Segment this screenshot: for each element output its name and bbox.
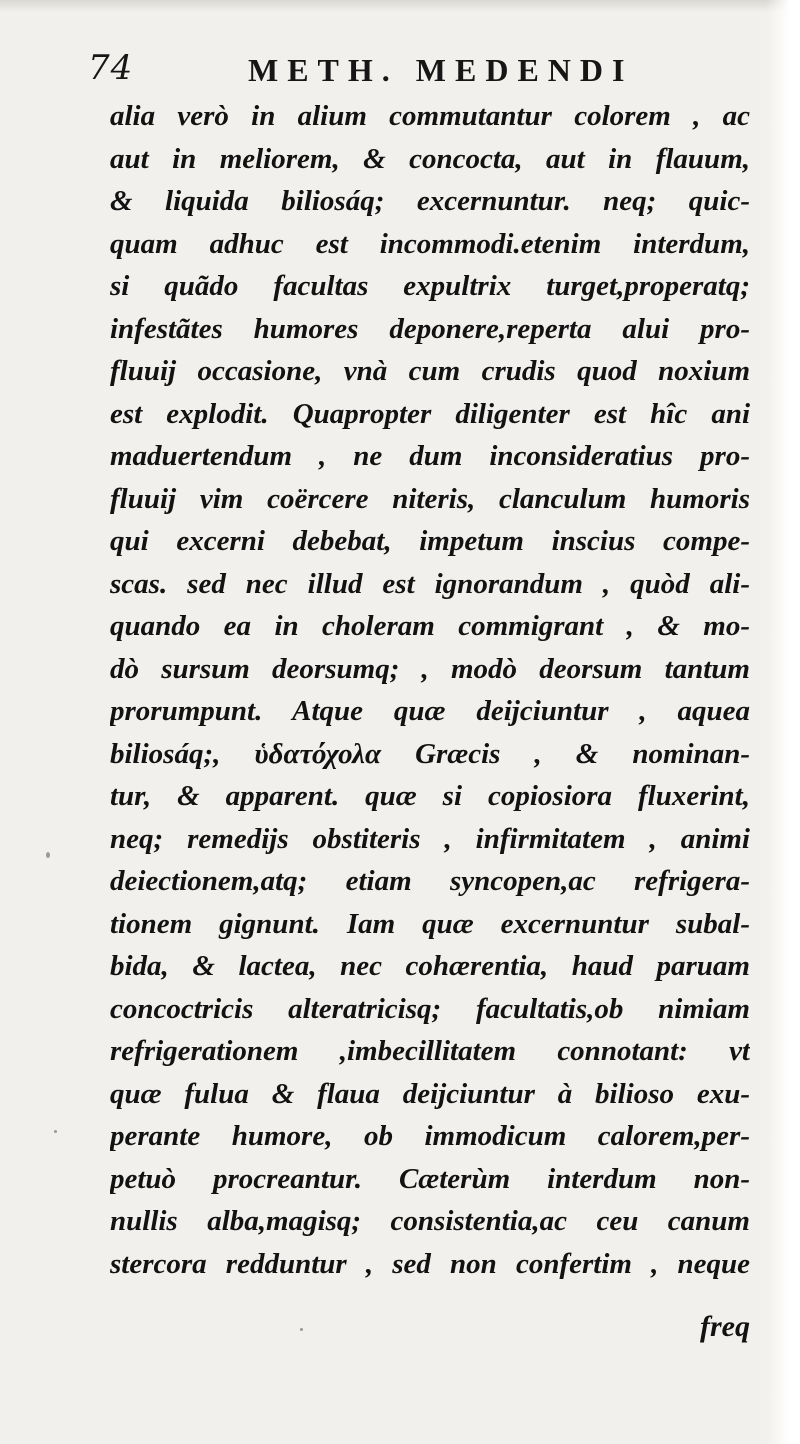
text-line: quam adhuc est incommodi.etenim interdum,	[110, 227, 750, 260]
text-line: quæ fulua & flaua deijciuntur à bilioso exu-	[110, 1077, 750, 1110]
text-line: si quãdo facultas expultrix turget,properatq;	[110, 270, 750, 302]
text-line: qui excerni debebat, impetum inscius compe-	[110, 525, 750, 557]
text-line: nullis alba,magisq; consistentia,ac ceu canum	[110, 1205, 750, 1237]
text-line: & liquida biliosáq; excernuntur. neq; quic-	[110, 185, 750, 217]
text-line: concoctricis alteratricisq; facultatis,ob nimiam	[110, 992, 750, 1025]
text-line: fluuij occasione, vnà cum crudis quod noxium	[110, 355, 750, 387]
paper-speck	[54, 1130, 57, 1133]
text-line: alia verò in alium commutantur colorem , ac	[110, 100, 750, 132]
running-head: METH. MEDENDI	[248, 52, 634, 88]
text-line: est explodit. Quapropter diligenter est hîc ani	[110, 397, 750, 430]
text-line: tur, & apparent. quæ si copiosiora fluxerint,	[110, 780, 750, 812]
text-line: maduertendum , ne dum inconsideratius pro-	[110, 440, 750, 472]
text-line: petuò procreantur. Cæterùm interdum non-	[110, 1162, 750, 1195]
text-line: deiectionem,atq; etiam syncopen,ac refrigera-	[110, 865, 750, 897]
catchword: freq	[700, 1310, 750, 1343]
paper-speck	[46, 852, 50, 858]
page-header	[88, 48, 728, 88]
text-line: aut in meliorem, & concocta, aut in flauum,	[110, 142, 750, 175]
page-number: 74	[88, 48, 134, 88]
text-line: fluuij vim coërcere niteris, clanculum humoris	[110, 482, 750, 515]
text-line: scas. sed nec illud est ignorandum , quòd ali-	[110, 567, 750, 600]
text-line: quando ea in choleram commigrant , & mo-	[110, 610, 750, 642]
scan-shadow-top	[0, 0, 800, 12]
text-line: prorumpunt. Atque quæ deijciuntur , aquea	[110, 695, 750, 727]
text-line: refrigerationem ,imbecillitatem connotant: vt	[110, 1035, 750, 1067]
text-line: neq; remedijs obstiteris , infirmitatem , animi	[110, 822, 750, 855]
text-line: biliosáq;, ὑδατόχολα Græcis , & nominan-	[110, 737, 750, 770]
text-line: tionem gignunt. Iam quæ excernuntur subal-	[110, 907, 750, 940]
text-line: dò sursum deorsumq; , modò deorsum tantum	[110, 652, 750, 685]
body-text	[110, 95, 750, 1285]
text-line: stercora redduntur , sed non confertim , neque	[110, 1247, 750, 1280]
paper-speck	[300, 1328, 303, 1331]
text-line: infestãtes humores deponere,reperta alui pro-	[110, 312, 750, 345]
text-line: bida, & lactea, nec cohærentia, haud paruam	[110, 950, 750, 982]
text-line: perante humore, ob immodicum calorem,per-	[110, 1120, 750, 1152]
scan-edge-right	[766, 0, 800, 1444]
